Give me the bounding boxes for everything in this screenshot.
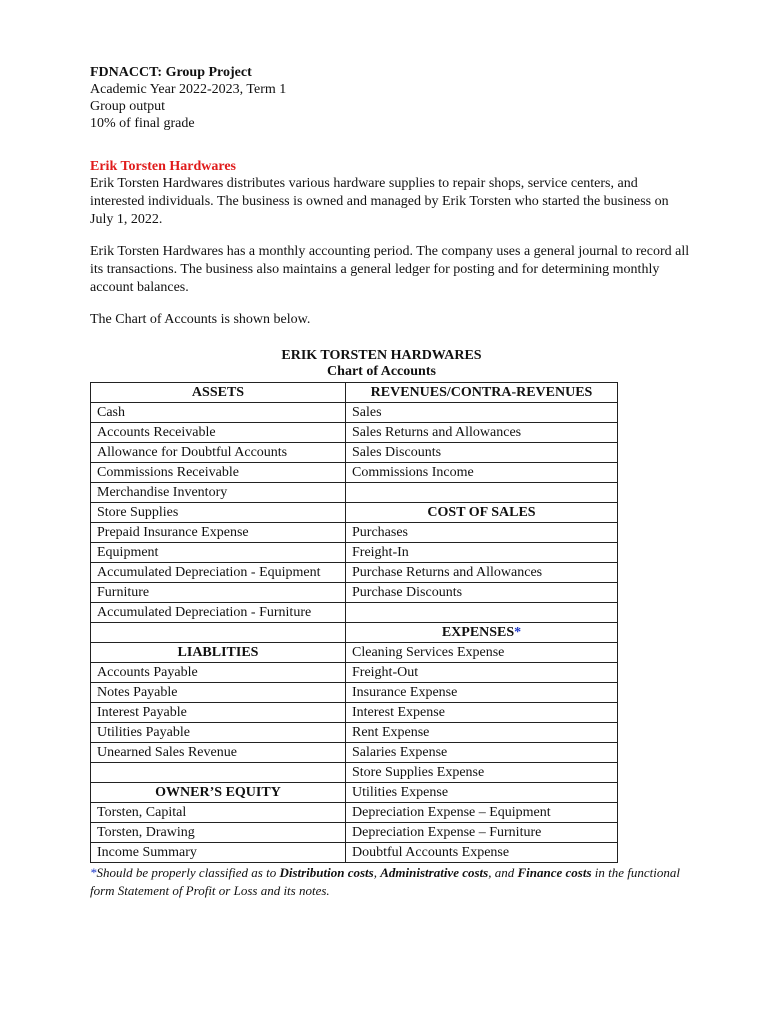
account-cell-right: [346, 683, 618, 703]
table-header-row: [91, 383, 618, 403]
table-row: [91, 743, 618, 763]
company-description: Erik Torsten Hardwares distributes various hardware supplies to repair shops, service centers, and interested individuals. The business is owned and managed by Erik Torsten who started the business on July 1, 2022.: [90, 176, 669, 227]
account-cell-right: [346, 483, 618, 503]
table-row: [91, 443, 618, 463]
account-cell-left: Allowance for Doubtful Accounts: [91, 443, 346, 463]
table-row: [91, 403, 618, 423]
table-row: [91, 543, 618, 563]
account-name: Insurance Expense: [352, 685, 458, 700]
table-row: [91, 423, 618, 443]
account-cell-left: Unearned Sales Revenue: [91, 743, 346, 763]
table-row: [91, 843, 618, 863]
table-row: [91, 683, 618, 703]
document-body: [90, 64, 690, 329]
footnote-text-4: in the functional form Statement of Profit or Loss and its notes.: [90, 865, 680, 898]
table-row: [91, 523, 618, 543]
account-cell-right: [346, 543, 618, 563]
output-type: Group output: [90, 99, 166, 114]
account-cell-left: [91, 763, 346, 783]
chart-of-accounts-table: [90, 382, 618, 863]
account-cell-left: Commissions Receivable: [91, 463, 346, 483]
academic-year: Academic Year 2022-2023, Term 1: [90, 82, 287, 97]
footnote-distribution-costs: Distribution costs: [279, 865, 374, 880]
footnote-text-3: , and: [488, 865, 518, 880]
table-row: [91, 783, 618, 803]
account-cell-left: Utilities Payable: [91, 723, 346, 743]
account-cell-right: [346, 423, 618, 443]
grade-weight: 10% of final grade: [90, 116, 195, 131]
account-cell-right: [346, 803, 618, 823]
account-name: Cleaning Services Expense: [352, 645, 505, 660]
footnote-administrative-costs: Administrative costs: [380, 865, 489, 880]
table-row: [91, 483, 618, 503]
chart-heading: [90, 348, 673, 380]
accounting-period-description: Erik Torsten Hardwares has a monthly accounting period. The company uses a general journal to record all its transactions. The business also maintains a general ledger for posting and for determining monthly account balances.: [90, 244, 690, 295]
account-cell-right: [346, 583, 618, 603]
assets-header: ASSETS: [91, 383, 346, 403]
section-header-right: [346, 623, 618, 643]
account-name: COST OF SALES: [427, 505, 536, 520]
account-cell-left: [91, 623, 346, 643]
table-row: [91, 503, 618, 523]
section-header-left: LIABLITIES: [91, 643, 346, 663]
account-name: Commissions Income: [352, 465, 474, 480]
revenues-header: REVENUES/CONTRA-REVENUES: [346, 383, 618, 403]
account-cell-right: [346, 703, 618, 723]
account-cell-right: [346, 823, 618, 843]
account-cell-right: [346, 643, 618, 663]
table-row: [91, 823, 618, 843]
footnote-asterisk: *: [90, 865, 97, 880]
account-cell-left: Income Summary: [91, 843, 346, 863]
expenses-asterisk: *: [514, 625, 522, 640]
chart-company-title: ERIK TORSTEN HARDWARES: [281, 348, 482, 363]
table-row: [91, 763, 618, 783]
table-row: [91, 583, 618, 603]
account-name: Doubtful Accounts Expense: [352, 845, 510, 860]
account-cell-right: [346, 763, 618, 783]
account-name: Purchase Returns and Allowances: [352, 565, 543, 580]
footnote: [90, 864, 690, 900]
account-name: Sales Returns and Allowances: [352, 425, 522, 440]
account-name: Freight-Out: [352, 665, 419, 680]
chart-intro: The Chart of Accounts is shown below.: [90, 312, 311, 327]
table-row: [91, 643, 618, 663]
account-cell-left: Merchandise Inventory: [91, 483, 346, 503]
account-cell-left: Interest Payable: [91, 703, 346, 723]
table-row: [91, 703, 618, 723]
table-row: [91, 603, 618, 623]
account-cell-right: [346, 843, 618, 863]
account-name: EXPENSES: [441, 625, 515, 640]
account-cell-left: Accounts Payable: [91, 663, 346, 683]
account-cell-left: Prepaid Insurance Expense: [91, 523, 346, 543]
table-row: [91, 663, 618, 683]
account-cell-right: [346, 743, 618, 763]
account-cell-right: [346, 523, 618, 543]
account-cell-right: [346, 563, 618, 583]
account-name: Freight-In: [352, 545, 409, 560]
account-cell-right: [346, 463, 618, 483]
account-name: Depreciation Expense – Equipment: [352, 805, 551, 820]
section-header-right: [346, 503, 618, 523]
account-cell-right: [346, 783, 618, 803]
account-name: Utilities Expense: [352, 785, 449, 800]
account-cell-left: Accumulated Depreciation - Furniture: [91, 603, 346, 623]
section-header-left: OWNER’S EQUITY: [91, 783, 346, 803]
account-name: Sales Discounts: [352, 445, 442, 460]
account-name: Store Supplies Expense: [352, 765, 485, 780]
account-cell-left: Torsten, Drawing: [91, 823, 346, 843]
table-row: [91, 623, 618, 643]
course-title: FDNACCT: Group Project: [90, 65, 252, 80]
table-row: [91, 723, 618, 743]
account-cell-right: [346, 603, 618, 623]
account-cell-left: Equipment: [91, 543, 346, 563]
account-cell-left: Accumulated Depreciation - Equipment: [91, 563, 346, 583]
account-cell-left: Accounts Receivable: [91, 423, 346, 443]
footnote-text-2: ,: [373, 865, 381, 880]
table-row: [91, 803, 618, 823]
account-cell-right: [346, 443, 618, 463]
account-cell-left: Notes Payable: [91, 683, 346, 703]
account-cell-right: [346, 403, 618, 423]
account-cell-left: Torsten, Capital: [91, 803, 346, 823]
chart-subtitle: Chart of Accounts: [327, 364, 436, 379]
table-row: [91, 563, 618, 583]
account-name: Purchase Discounts: [352, 585, 463, 600]
account-name: Salaries Expense: [352, 745, 448, 760]
account-name: Sales: [352, 405, 382, 420]
account-cell-right: [346, 663, 618, 683]
footnote-text-1: Should be properly classified as to: [96, 865, 280, 880]
account-cell-left: Furniture: [91, 583, 346, 603]
company-name: Erik Torsten Hardwares: [90, 159, 236, 174]
account-name: Depreciation Expense – Furniture: [352, 825, 542, 840]
account-cell-left: Store Supplies: [91, 503, 346, 523]
account-cell-left: Cash: [91, 403, 346, 423]
account-name: Interest Expense: [352, 705, 445, 720]
table-row: [91, 463, 618, 483]
table-body: [91, 403, 618, 863]
account-name: Rent Expense: [352, 725, 430, 740]
account-cell-right: [346, 723, 618, 743]
footnote-finance-costs: Finance costs: [517, 865, 592, 880]
account-name: Purchases: [352, 525, 408, 540]
